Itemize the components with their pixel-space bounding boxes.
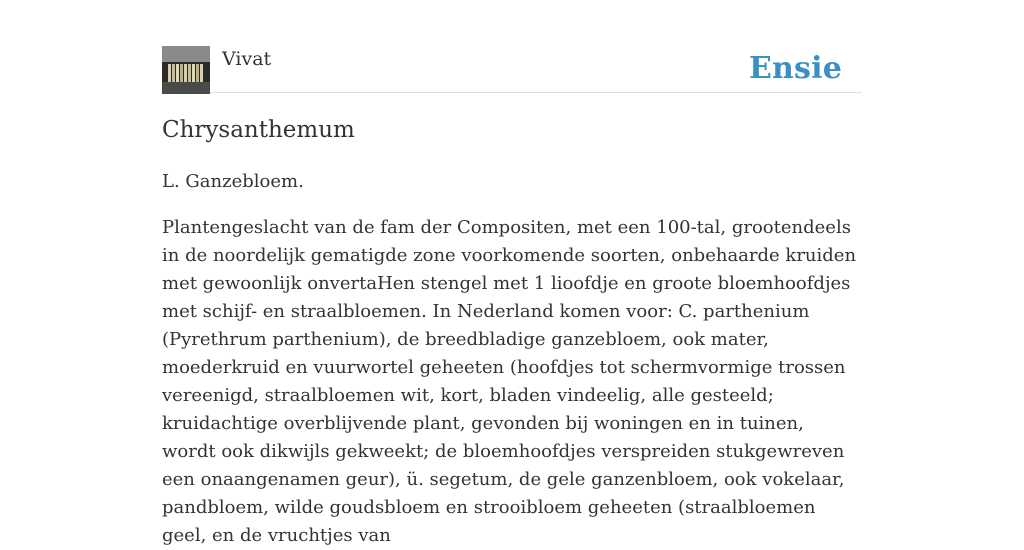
article-subtitle: L. Ganzebloem. [162,171,304,192]
brand-logo[interactable]: Ensie [748,51,842,86]
article [162,113,862,550]
page-title: Chrysanthemum [162,117,355,143]
bookshelf-icon [162,46,210,94]
avatar[interactable] [162,46,210,94]
site-header [162,46,862,93]
article-body: Plantengeslacht van de fam der Compositen, met een 100-tal, grootendeels in de noordelijk gematigde zone voorkomende soorten, onbehaarde kruiden met gewoonlijk onvertaHen stengel met 1 lioofdje en groote bloemhoofdjes met schijf- en straalbloemen. In Nederland komen voor: C. parthenium (Pyrethrum parthenium), de breedbladige ganzebloem, ook mater, moederkruid en vuurwortel geheeten (hoofdjes tot schermvormige trossen vereenigd, straalbloemen wit, kort, bladen vindeelig, alle gesteeld; kruidachtige overblijvende plant, gevonden bij woningen en in tuinen, wordt ook dikwijls gekweekt; de bloemhoofdjes verspreiden stukgewreven een onaangenamen geur), ü. segetum, de gele ganzenbloem, ook vokelaar, pandbloem, wilde goudsbloem en strooibloem geheeten (straalbloemen geel, en de vruchtjes van [162,217,857,546]
author-link[interactable]: Vivat [222,48,272,70]
